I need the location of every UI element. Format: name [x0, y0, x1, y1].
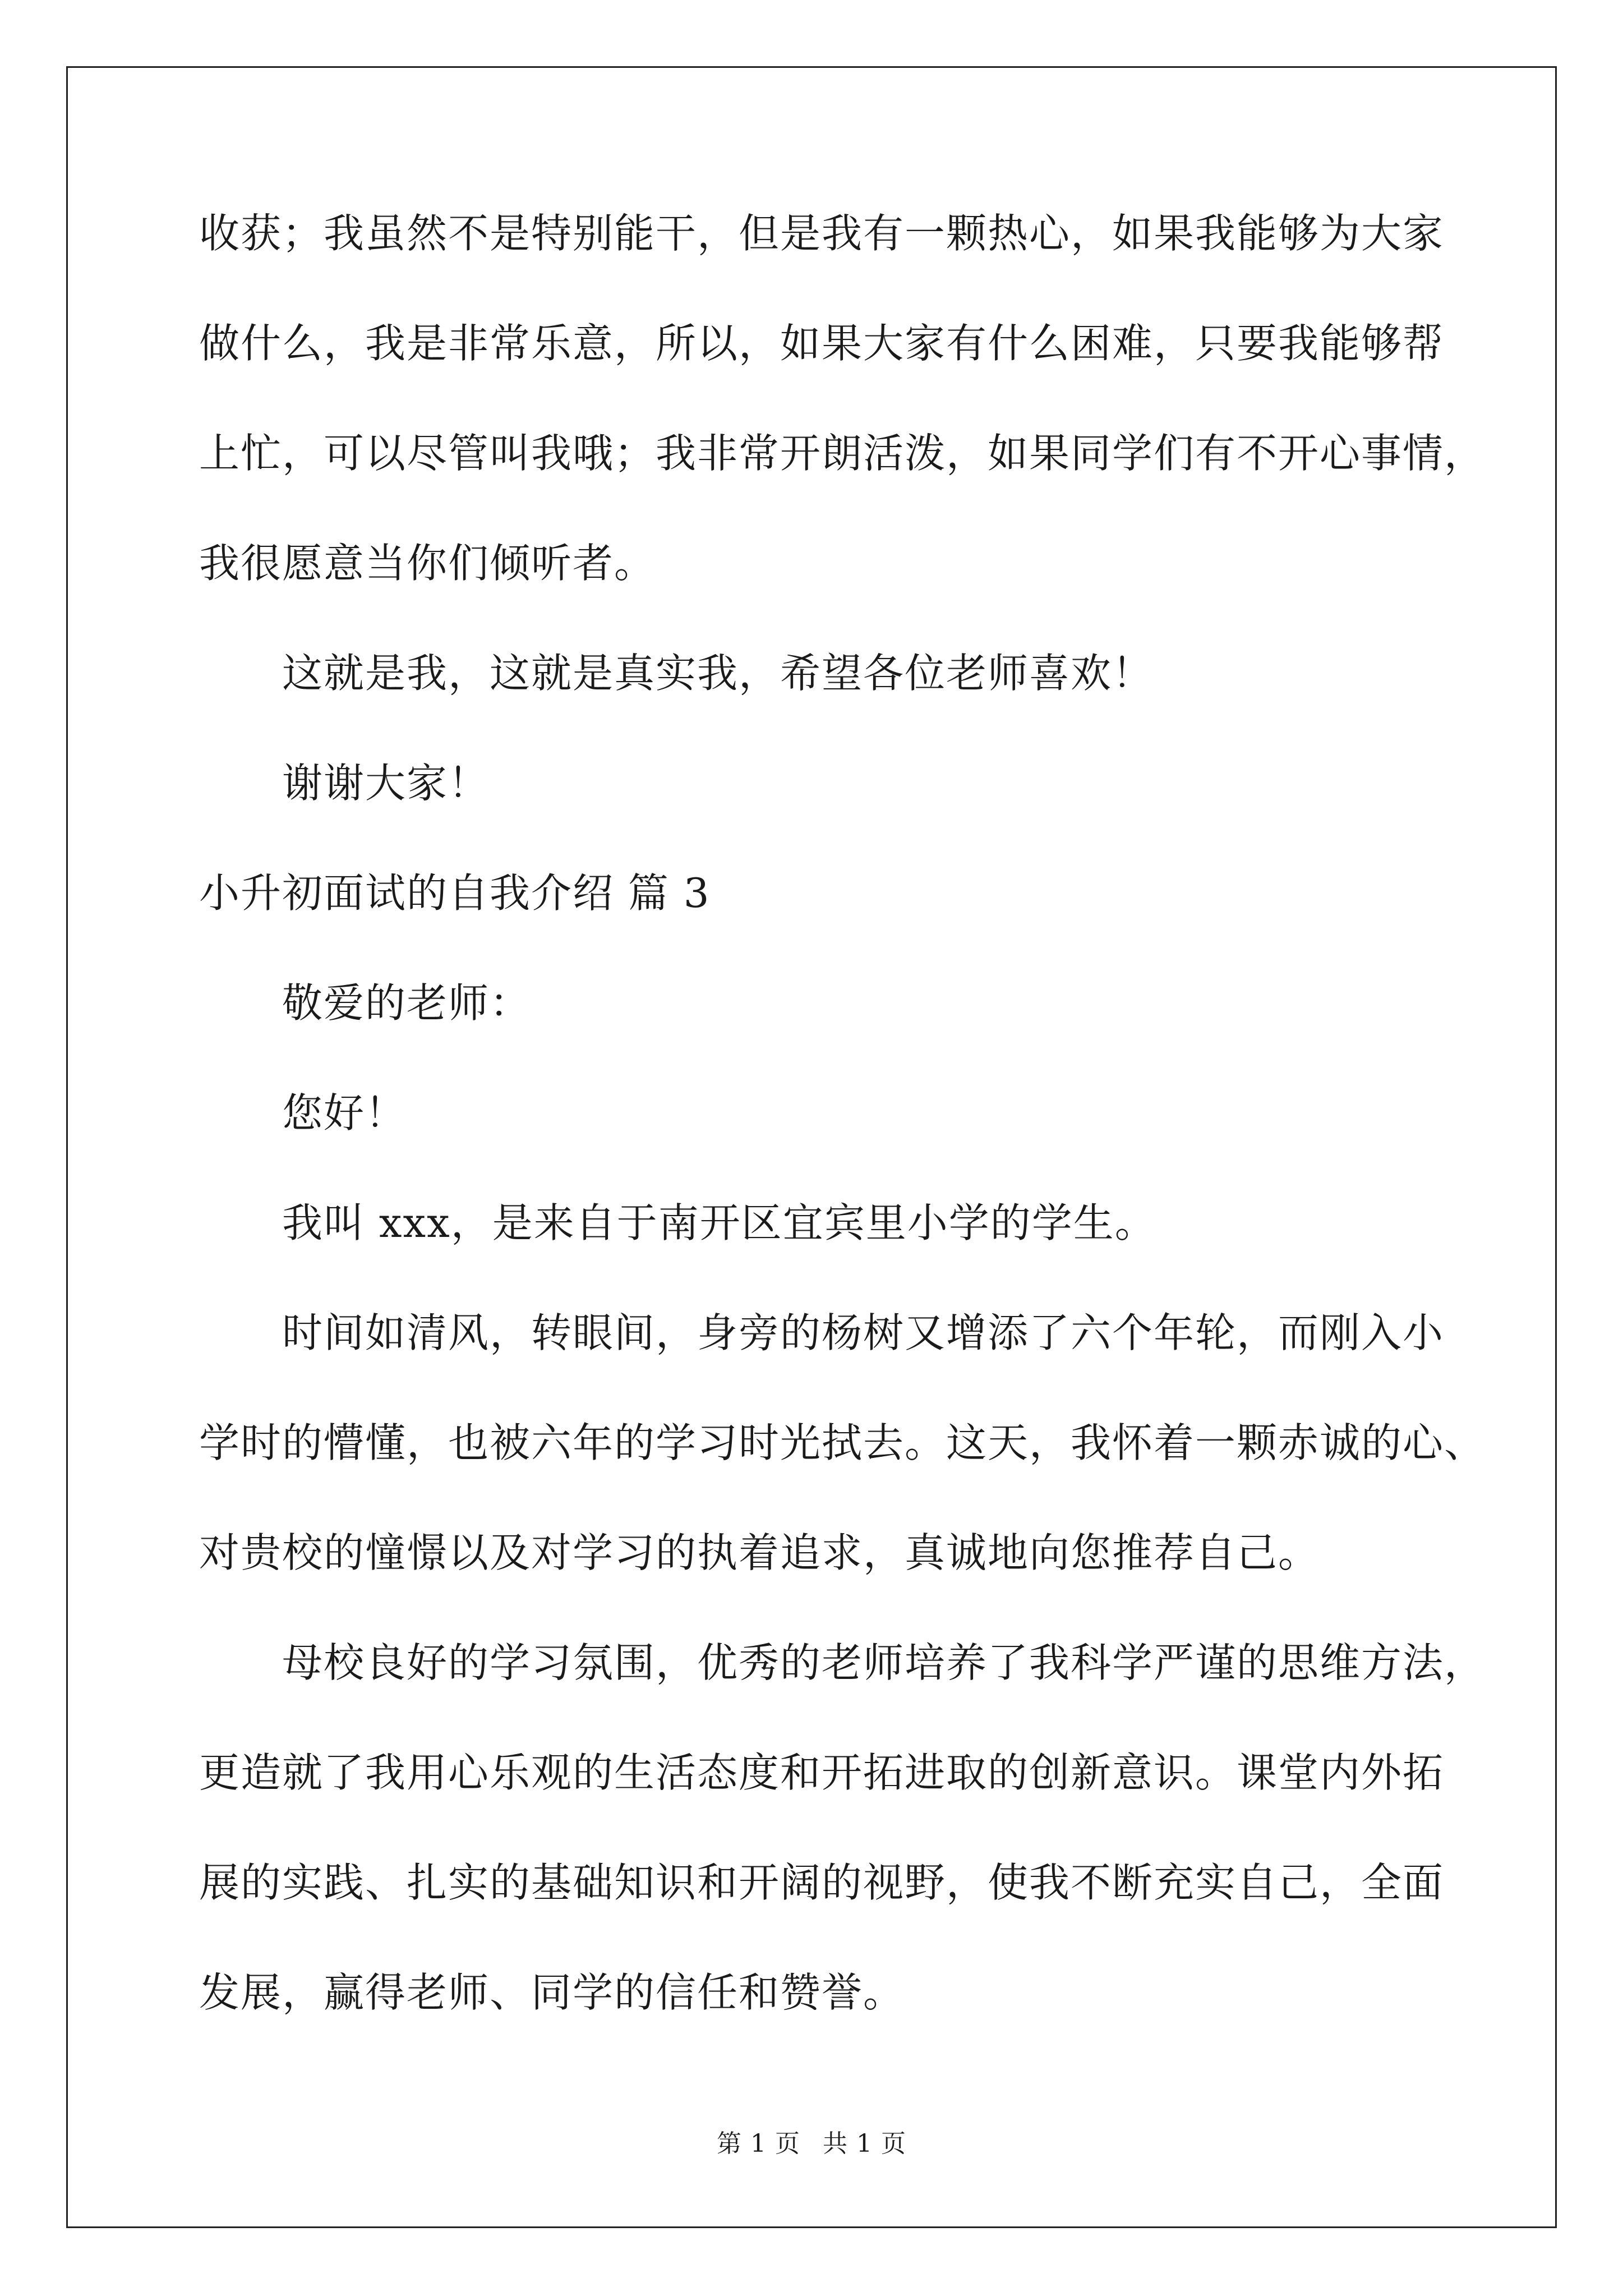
paragraph-line: 母校良好的学习氛围，优秀的老师培养了我科学严谨的思维方法，: [282, 1639, 1486, 1686]
paragraph-line: 发展，赢得老师、同学的信任和赞誉。: [199, 1969, 905, 2016]
paragraph-line: 这就是我，这就是真实我，希望各位老师喜欢！: [282, 650, 1154, 697]
salutation: 敬爱的老师：: [282, 979, 532, 1027]
paragraph-line: 做什么，我是非常乐意，所以，如果大家有什么困难，只要我能够帮: [199, 320, 1445, 367]
paragraph-line: 时间如清风，转眼间，身旁的杨树又增添了六个年轮，而刚入小: [282, 1309, 1445, 1356]
paragraph-line: 收获；我虽然不是特别能干，但是我有一颗热心，如果我能够为大家: [199, 210, 1445, 257]
page-footer: [0, 2129, 1623, 2158]
greeting: 您好！: [282, 1089, 407, 1137]
document-body: [199, 210, 1486, 2082]
page-number: 第 1 页: [717, 2129, 800, 2158]
page-total: 共 1 页: [823, 2129, 906, 2158]
section-heading: 小升初面试的自我介绍 篇 3: [199, 869, 711, 917]
paragraph-line: 对贵校的憧憬以及对学习的执着追求，真诚地向您推荐自己。: [199, 1529, 1320, 1576]
paragraph-line: 上忙，可以尽管叫我哦；我非常开朗活泼，如果同学们有不开心事情，: [199, 430, 1486, 477]
paragraph-line: 我很愿意当你们倾听者。: [199, 540, 656, 587]
paragraph-line: 更造就了我用心乐观的生活态度和开拓进取的创新意识。课堂内外拓: [199, 1749, 1445, 1796]
paragraph-line: 展的实践、扎实的基础知识和开阔的视野，使我不断充实自己，全面: [199, 1859, 1445, 1906]
paragraph-line: 我叫 xxx，是来自于南开区宜宾里小学的学生。: [282, 1199, 1156, 1246]
paragraph-line: 学时的懵懂，也被六年的学习时光拭去。这天，我怀着一颗赤诚的心、: [199, 1419, 1486, 1466]
paragraph-line: 谢谢大家！: [282, 760, 490, 807]
